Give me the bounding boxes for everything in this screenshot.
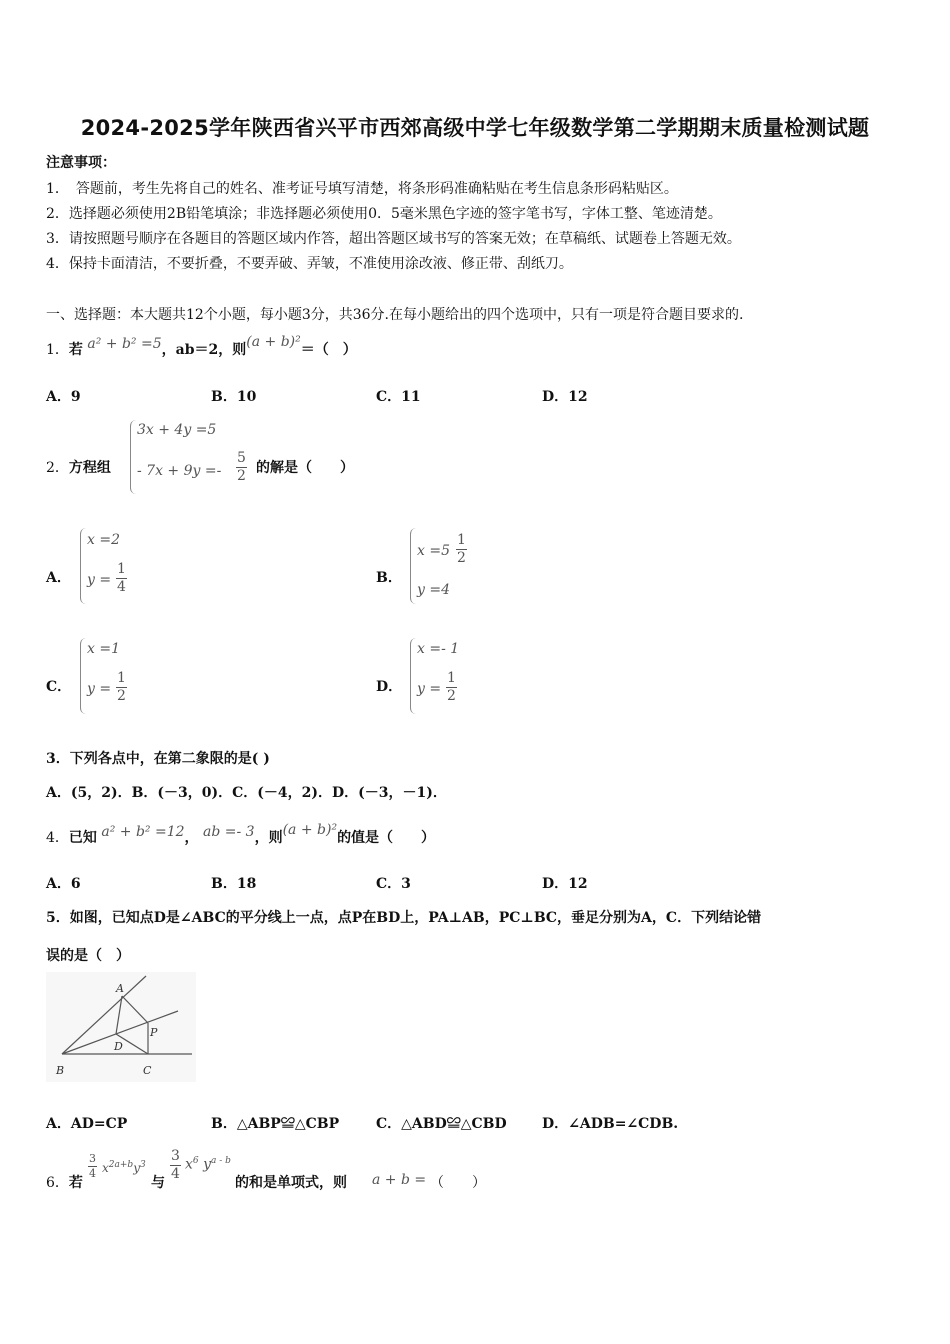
q2-option-b-line-1: x =5 (417, 543, 450, 559)
q2-option-c-line-1: x =1 (87, 641, 120, 657)
q4-equation-3: (a + b)² (282, 822, 338, 838)
q2-option-a-fraction (116, 561, 127, 596)
frac-den: 2 (447, 688, 456, 704)
q6-post: 的和是单项式，则 (235, 1175, 347, 1191)
question-4 (46, 822, 436, 847)
q2-option-a-line-1: x =2 (87, 532, 120, 548)
q2-option-d-line-2: y = (417, 681, 442, 697)
q5-geometry-figure (46, 972, 196, 1082)
question-5-line-2: 误的是（ ） (46, 948, 130, 964)
point-p-label: P (150, 1026, 158, 1039)
q1-equation-2: (a + b)² (246, 334, 301, 350)
note-item-2: 2．选择题必须使用2B铅笔填涂；非选择题必须使用0．5毫米黑色字迹的签字笔书写，字体工整、笔迹清楚。 (46, 206, 722, 222)
q1-option-c: C．11 (376, 389, 421, 405)
q6-number: 6． (46, 1175, 69, 1191)
q1-number: 1． (46, 342, 69, 358)
q1-mid: ，ab＝2，则 (161, 342, 247, 358)
q2-label (46, 457, 111, 477)
q4-option-a: A．6 (46, 876, 81, 892)
q2-option-d-fraction (446, 670, 457, 705)
q4-pre: 已知 (68, 830, 97, 846)
q5-option-d: D．∠ADB=∠CDB. (542, 1116, 679, 1132)
q2-option-b-brace (410, 528, 417, 604)
q6-term-2: $x^6$ $y^{a - b}$ (185, 1156, 231, 1173)
q2-option-a-line-2: y = (87, 572, 112, 588)
q6-tail: （ ） (430, 1175, 486, 1191)
q2-option-b-label: B． (376, 570, 402, 586)
q6-with: 与 (151, 1175, 165, 1191)
q2-fraction (236, 450, 247, 485)
q4-mid: ，则 (254, 830, 283, 846)
frac-den: 2 (117, 688, 126, 704)
q4-option-c: C．3 (376, 876, 411, 892)
q6-number-pre (46, 1172, 83, 1192)
q2-option-c-brace (80, 638, 87, 714)
q6-term-1: $x^{2a+b}y^3$ (102, 1160, 146, 1175)
q6-coef-2 (170, 1148, 181, 1183)
q2-option-c-label: C． (46, 679, 72, 695)
q6-equation: a + b = (372, 1172, 427, 1188)
q6-coef-1 (88, 1152, 97, 1181)
point-b-label: B (56, 1064, 65, 1077)
q2-system-line-1: 3x + 4y =5 (137, 422, 217, 438)
note-item-4: 4．保持卡面清洁，不要折叠，不要弄破、弄皱，不准使用涂改液、修正带、刮纸刀。 (46, 256, 573, 272)
question-3: 3．下列各点中，在第二象限的是( ) (46, 751, 270, 767)
note-item-3: 3．请按照题号顺序在各题目的答题区域内作答，超出答题区域书写的答案无效；在草稿纸、试题卷上答题无效。 (46, 231, 741, 247)
q4-equation-1: a² + b² =12 (101, 824, 185, 840)
frac-den: 4 (89, 1167, 96, 1180)
q2-frac-den: 2 (237, 468, 246, 484)
q2-option-d-label: D． (376, 679, 403, 695)
q2-number: 2． (46, 460, 69, 476)
point-d-label: D (114, 1040, 123, 1053)
q5-option-a: A．AD=CP (46, 1116, 128, 1132)
q1-post: ＝（ ） (300, 342, 357, 358)
q4-number: 4． (46, 830, 69, 846)
point-a-label: A (116, 982, 124, 995)
q2-option-a-label: A． (46, 570, 71, 586)
q2-option-b-fraction (456, 532, 467, 567)
q4-option-d: D．12 (542, 876, 588, 892)
frac-num: 1 (457, 532, 466, 548)
note-item-1: 1． 答题前，考生先将自己的姓名、准考证号填写清楚，将条形码准确粘贴在考生信息条形码粘贴区。 (46, 181, 678, 197)
q2-option-a-brace (80, 528, 87, 604)
frac-num: 1 (447, 670, 456, 686)
q2-brace (130, 420, 137, 494)
q2-option-d-brace (410, 638, 417, 714)
frac-num: 1 (117, 670, 126, 686)
q4-post: 的值是（ ） (337, 830, 436, 846)
notes-heading: 注意事项： (46, 155, 116, 171)
q1-equation-1: a² + b² =5 (87, 336, 162, 352)
q2-system-line-2: - 7x + 9y =- (137, 463, 222, 479)
q1-option-a: A．9 (46, 389, 81, 405)
point-c-label: C (143, 1064, 152, 1077)
q2-option-c-fraction (116, 670, 127, 705)
frac-den: 4 (117, 579, 126, 595)
q1-option-b: B．10 (211, 389, 257, 405)
frac-den: 2 (457, 550, 466, 566)
frac-den: 4 (171, 1166, 180, 1182)
q2-frac-num: 5 (237, 450, 246, 466)
q2-option-b-line-2: y =4 (417, 582, 450, 598)
q3-options: A．(5，2)．B．(－3，0)．C．(－4，2)．D．(－3，－1)． (46, 785, 447, 801)
section-heading: 一、选择题：本大题共12个小题，每小题3分，共36分.在每小题给出的四个选项中，只有一项是符合题目要求的. (46, 307, 744, 323)
frac-num: 3 (89, 1152, 96, 1165)
q1-option-d: D．12 (542, 389, 588, 405)
q5-option-b: B．△ABP≌△CBP (211, 1116, 340, 1132)
frac-num: 1 (117, 561, 126, 577)
q4-sep: ， (184, 830, 199, 846)
frac-num: 3 (171, 1148, 180, 1164)
question-5-line-1: 5．如图，已知点D是∠ABC的平分线上一点，点P在BD上，PA⊥AB，PC⊥BC，垂足分别为A，C．下列结论错 (46, 910, 762, 926)
q2-option-c-line-2: y = (87, 681, 112, 697)
q1-pre: 若 (68, 342, 83, 358)
q4-equation-2: ab =- 3 (203, 824, 255, 840)
q4-option-b: B．18 (211, 876, 257, 892)
q2-post: 的解是（ ） (256, 460, 354, 476)
question-1 (46, 334, 357, 359)
q6-pre: 若 (68, 1175, 83, 1191)
q2-pre: 方程组 (68, 460, 111, 476)
page-title: 2024-2025学年陕西省兴平市西郊高级中学七年级数学第二学期期末质量检测试题 (80, 116, 870, 140)
q5-option-c: C．△ABD≌△CBD (376, 1116, 507, 1132)
q2-option-d-line-1: x =- 1 (417, 641, 460, 657)
